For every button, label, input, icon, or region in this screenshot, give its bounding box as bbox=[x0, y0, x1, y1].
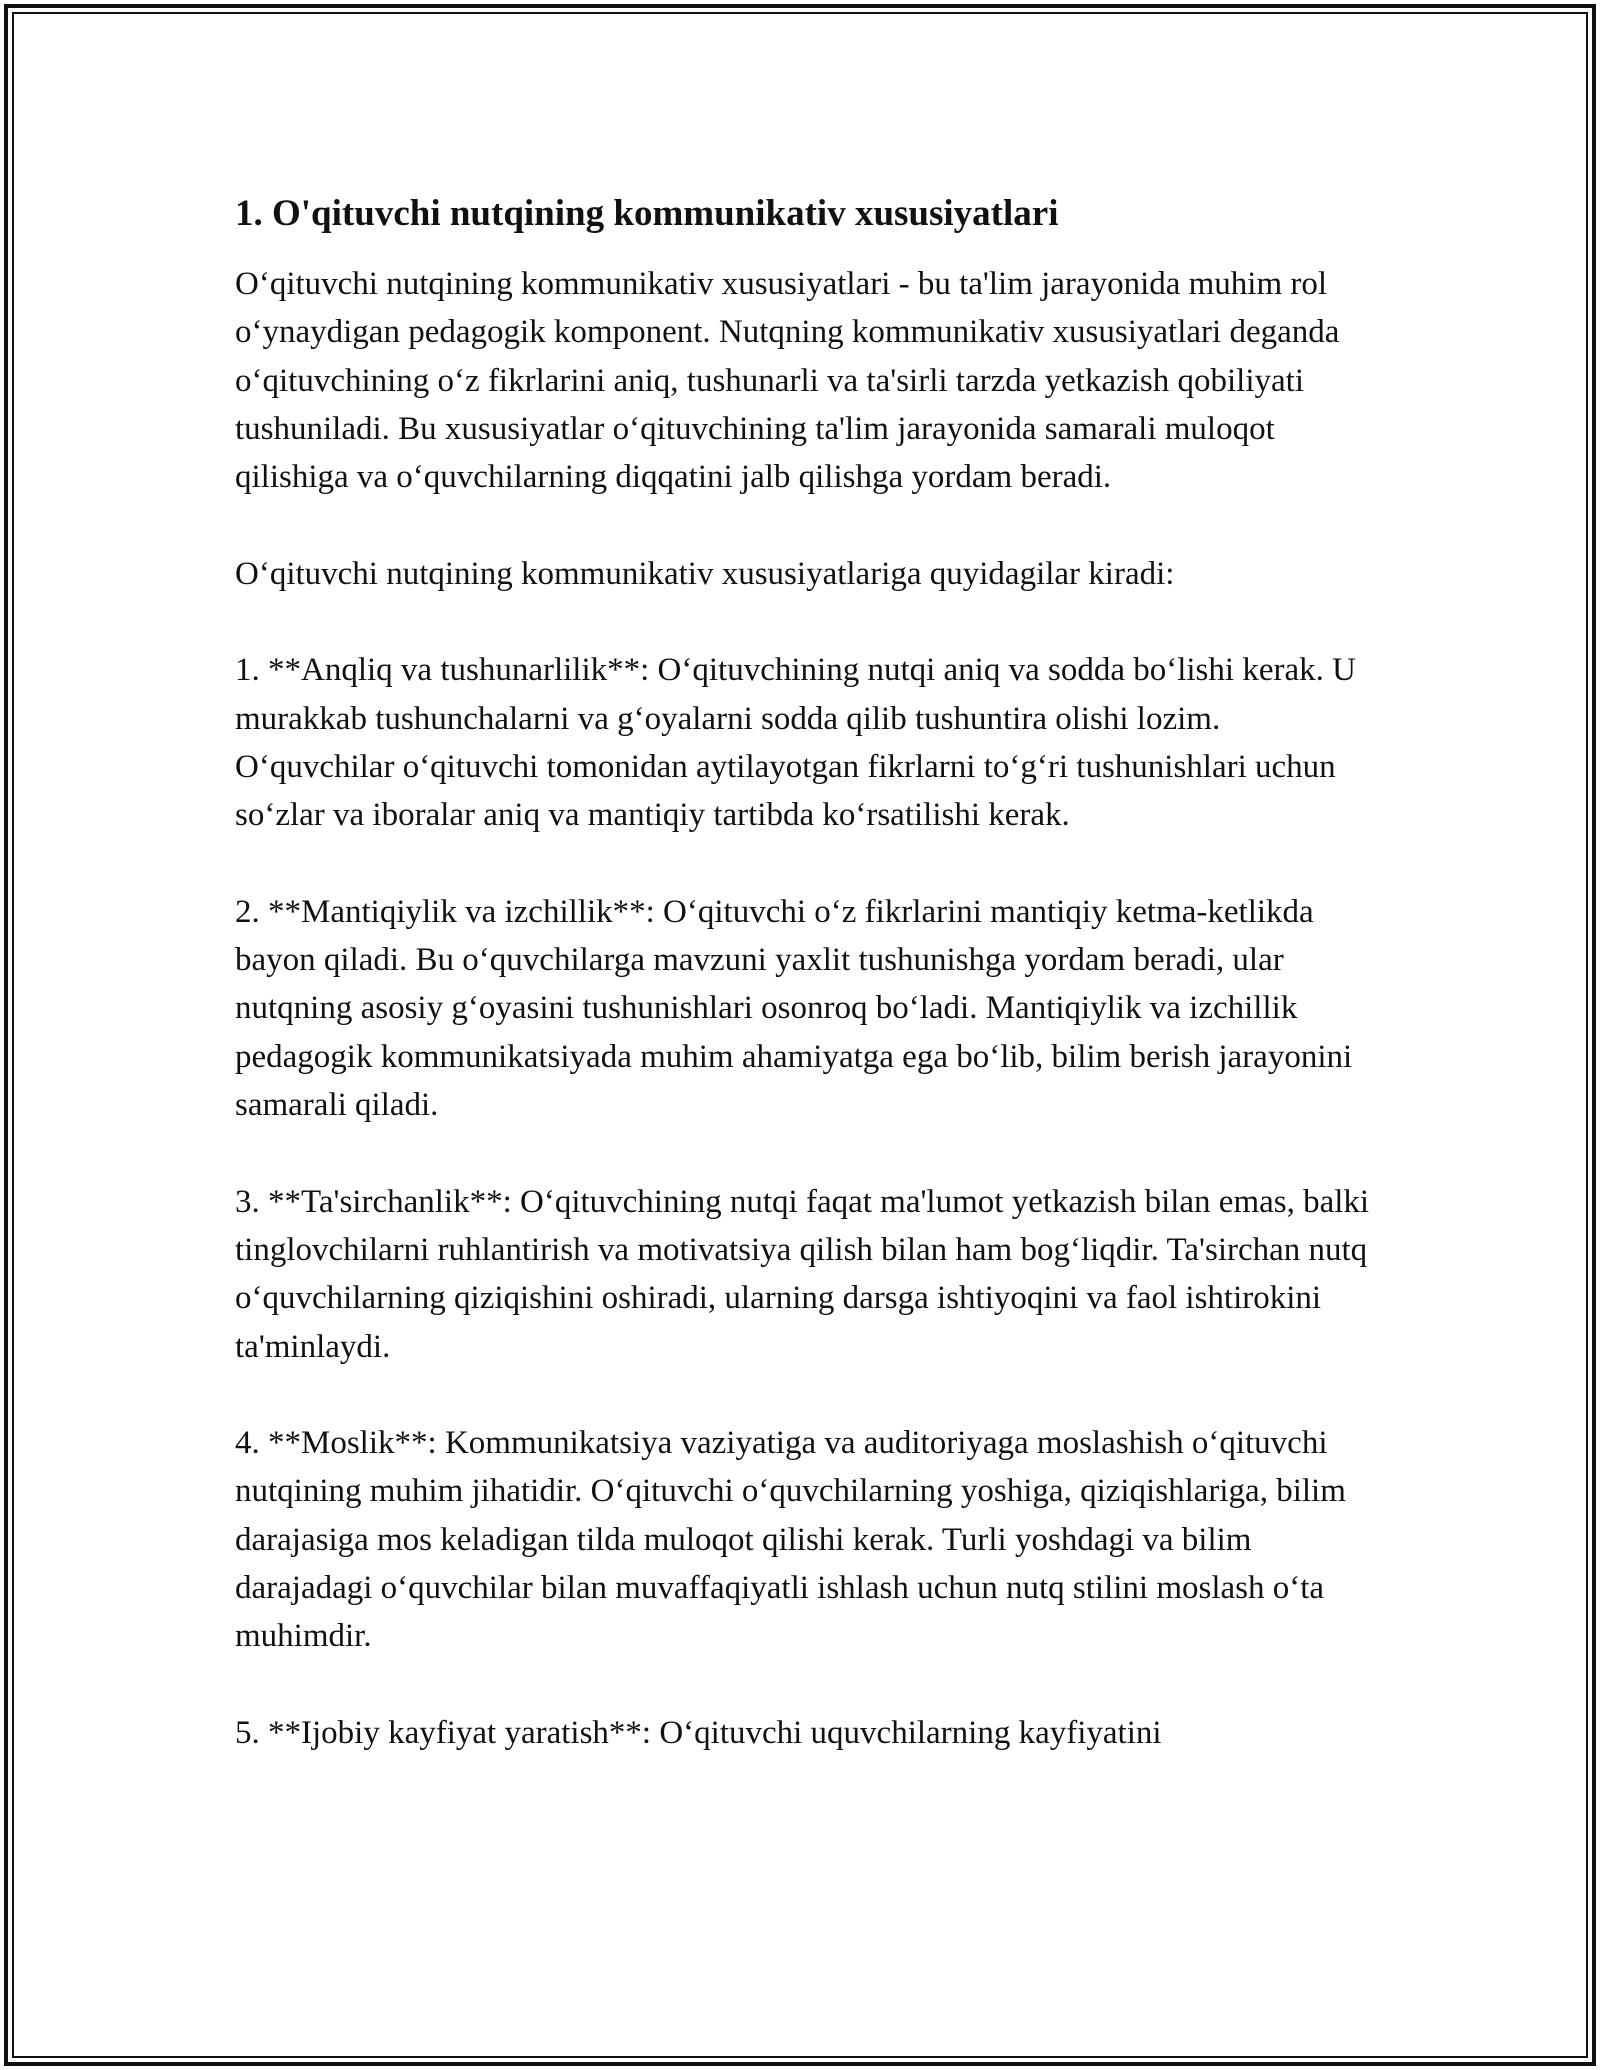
list-item-clarity: 1. **Anqliq va tushunarlilik**: O‘qituvchining nutqi aniq va sodda bo‘lishi kerak. U murakkab tushunchalarni va g‘oyalarni sodda qilib tushuntira olishi lozim. O‘quvchilar o‘qituvchi tomonidan aytilayotgan fikrlarni to‘g‘ri tushunishlari uchun so‘zlar va iboralar aniq va mantiqiy tartibda ko‘rsatilishi kerak. bbox=[235, 652, 1356, 834]
intro-paragraph: O‘qituvchi nutqining kommunikativ xususiyatlari - bu ta'lim jarayonida muhim rol o‘ynaydigan pedagogik komponent. Nutqning kommunikativ xususiyatlari deganda o‘qituvchining o‘z fikrlarini aniq, tushunarli va ta'sirli tarzda yetkazish qobiliyati tushuniladi. Bu xususiyatlar o‘qituvchining ta'lim jarayonida samarali muloqot qilishiga va o‘quvchilarning diqqatini jalb qilishga yordam beradi. bbox=[235, 266, 1340, 496]
list-item-positive-mood: 5. **Ijobiy kayfiyat yaratish**: O‘qituvchi uquvchilarning kayfiyatini bbox=[235, 1714, 1162, 1751]
document-title: 1. O'qituvchi nutqining kommunikativ xususiyatlari bbox=[235, 193, 1059, 234]
list-item-adaptability: 4. **Moslik**: Kommunikatsiya vaziyatiga va auditoriyaga moslashish o‘qituvchi nutqining muhim jihatidir. O‘qituvchi o‘quvchilarning yoshiga, qiziqishlariga, bilim darajasiga mos keladigan tilda muloqot qilishi kerak. Turli yoshdagi va bilim darajadagi o‘quvchilar bilan muvaffaqiyatli ishlash uchun nutq stilini moslash o‘ta muhimdir. bbox=[235, 1425, 1346, 1655]
list-item-impact: 3. **Ta'sirchanlik**: O‘qituvchining nutqi faqat ma'lumot yetkazish bilan emas, balki tinglovchilarni ruhlantirish va motivatsiya qilish bilan ham bog‘liqdir. Ta'sirchan nutq o‘quvchilarning qiziqishini oshiradi, ularning darsga ishtiyoqini va faol ishtirokini ta'minlaydi. bbox=[235, 1183, 1370, 1365]
list-intro-paragraph: O‘qituvchi nutqining kommunikativ xususiyatlariga quyidagilar kiradi: bbox=[235, 555, 1175, 592]
list-item-logic: 2. **Mantiqiylik va izchillik**: O‘qituvchi o‘z fikrlarini mantiqiy ketma-ketlikda bayon qiladi. Bu o‘quvchilarga mavzuni yaxlit tushunishga yordam beradi, ular nutqning asosiy g‘oyasini tushunishlari osonroq bo‘ladi. Mantiqiylik va izchillik pedagogik kommunikatsiyada muhim ahamiyatga ega bo‘lib, bilim berish jarayonini samarali qiladi. bbox=[235, 893, 1353, 1124]
document-body bbox=[235, 188, 1385, 1806]
